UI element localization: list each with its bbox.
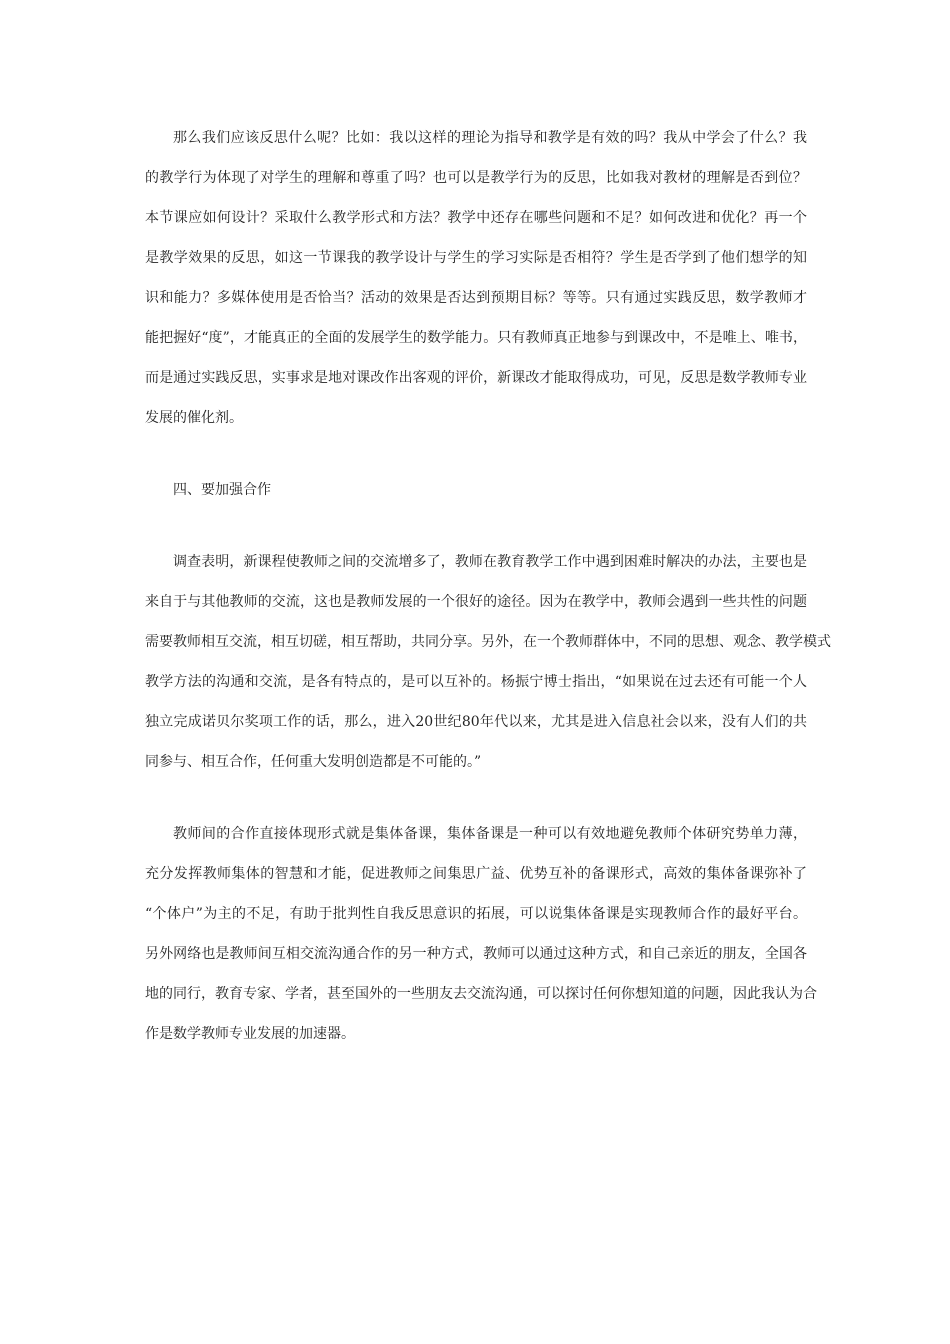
- text-line: 发展的催化剂。: [145, 410, 243, 426]
- text-line: 地的同行，教育专家、学者，甚至国外的一些朋友去交流沟通，可以探讨任何你想知道的问题，因此我认为合: [145, 986, 817, 1002]
- text-line: 而是通过实践反思，实事求是地对课改作出客观的评价，新课改才能取得成功，可见，反思是数学教师专业: [145, 370, 807, 386]
- paragraph-survey: [145, 542, 831, 782]
- paragraph-reflection: [145, 118, 807, 438]
- text-line: 教师间的合作直接体现形式就是集体备课，集体备课是一种可以有效地避免教师个体研究势单力薄，: [173, 826, 807, 842]
- text-line: 识和能力？多媒体使用是否恰当？活动的效果是否达到预期目标？等等。只有通过实践反思，数学教师才: [145, 290, 807, 306]
- heading-text: 四、要加强合作: [173, 482, 271, 498]
- text-line: 本节课应如何设计？采取什么教学形式和方法？教学中还存在哪些问题和不足？如何改进和优化？再一个: [145, 210, 807, 226]
- text-line: 能把握好“度”，才能真正的全面的发展学生的数学能力。只有教师真正地参与到课改中，不是唯上、唯书，: [145, 330, 807, 346]
- text-line: “个体户”为主的不足，有助于批判性自我反思意识的拓展，可以说集体备课是实现教师合作的最好平台。: [145, 906, 807, 922]
- text-line: 需要教师相互交流，相互切磋，相互帮助，共同分享。另外，在一个教师群体中，不同的思想、观念、教学模式: [145, 634, 831, 650]
- text-line: 充分发挥教师集体的智慧和才能，促进教师之间集思广益、优势互补的备课形式，高效的集体备课弥补了: [145, 866, 807, 882]
- section-heading: [145, 470, 807, 510]
- text-line: 调查表明，新课程使教师之间的交流增多了，教师在教育教学工作中遇到困难时解决的办法，主要也是: [173, 554, 807, 570]
- text-line: 同参与、相互合作，任何重大发明创造都是不可能的。”: [145, 754, 482, 770]
- text-line: 独立完成诺贝尔奖项工作的话，那么，进入20世纪80年代以来，尤其是进入信息社会以来，没有人们的共: [145, 714, 807, 730]
- text-line: 来自于与其他教师的交流，这也是教师发展的一个很好的途径。因为在教学中，教师会遇到一些共性的问题: [145, 594, 807, 610]
- paragraph-collaboration: [145, 814, 817, 1054]
- text-line: 教学方法的沟通和交流，是各有特点的，是可以互补的。杨振宁博士指出，“如果说在过去还有可能一个人: [145, 674, 807, 690]
- document-body: [145, 118, 831, 1054]
- text-line: 那么我们应该反思什么呢？比如：我以这样的理论为指导和教学是有效的吗？我从中学会了什么？我: [173, 130, 807, 146]
- text-line: 的教学行为体现了对学生的理解和尊重了吗？也可以是教学行为的反思，比如我对教材的理解是否到位？: [145, 170, 807, 186]
- text-line: 作是数学教师专业发展的加速器。: [145, 1026, 355, 1042]
- text-line: 是教学效果的反思，如这一节课我的教学设计与学生的学习实际是否相符？学生是否学到了他们想学的知: [145, 250, 807, 266]
- text-line: 另外网络也是教师间互相交流沟通合作的另一种方式，教师可以通过这种方式，和自己亲近的朋友，全国各: [145, 946, 807, 962]
